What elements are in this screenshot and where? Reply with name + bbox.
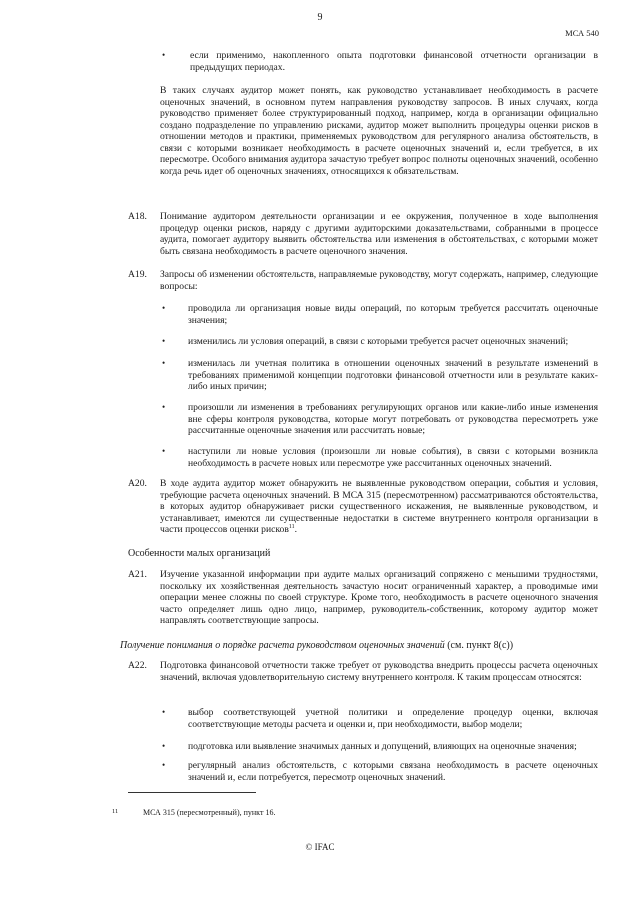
footnote-divider: [128, 792, 256, 793]
footnote-11: МСА 315 (пересмотренный), пункт 16.: [143, 808, 276, 817]
bullet-icon: •: [162, 741, 166, 751]
a19-bullet-4: произошли ли изменения в требованиях регулирующих органов или какие-либо иные изменения вне сферы контроля руководства, которые могут потребовать от руководства пересмотреть уже рассчитанные оценочные значения или рассчитать новые;: [188, 402, 598, 436]
bullet-icon: •: [162, 336, 166, 346]
footer-copyright: © IFAC: [305, 842, 335, 852]
paragraph-continuation: В таких случаях аудитор может понять, как руководство устанавливает необходимость в расчете оценочных значений, в основном путем направления руководству запросов. В иных случаях, когда руководство применяет более структурированный подход, например, когда в организации официально создано подразделение по управлению рисками, аудитор может выполнить процедуры оценки рисков в отношении методов и практики, применяемых руководством для регулярного анализа обстоятельств, в связи с которыми возникает необходимость в расчете оценочных значений и, если требуется, в их пересмотре. Особого внимания аудитора зачастую требует вопрос полноты оценочных значений, особенно когда речь идет об оценочных значениях, относящихся к обязательствам.: [160, 85, 598, 177]
paragraph-a22: Подготовка финансовой отчетности также требует от руководства внедрить процессы расчета оценочных значений, включая удовлетворительную систему внутреннего контроля. К таким процессам относятся:: [160, 660, 598, 683]
para-number-a22: А22.: [128, 660, 147, 671]
a22-bullet-1: выбор соответствующей учетной политики и определение процедур оценки, включая соответствующие методы расчета и оценки и, при необходимости, выбор модели;: [188, 707, 598, 730]
para-number-a21: А21.: [128, 569, 147, 580]
para-number-a20: А20.: [128, 478, 147, 489]
bullet-icon: •: [162, 760, 166, 770]
footnote-number: 11: [112, 808, 119, 815]
a19-bullet-1: проводила ли организация новые виды операций, по которым требуется рассчитать оценочные значения;: [188, 303, 598, 326]
a22-bullet-2: подготовка или выявление значимых данных и допущений, влияющих на оценочные значения;: [188, 741, 577, 752]
a19-bullet-3: изменилась ли учетная политика в отношении оценочных значений в результате изменений в требованиях применимой концепции подготовки финансовой отчетности или в результате каких-либо иных причин;: [188, 358, 598, 392]
paragraph-a19: Запросы об изменении обстоятельств, направляемые руководству, могут содержать, например, следующие вопросы:: [160, 269, 598, 292]
a22-bullet-3: регулярный анализ обстоятельств, с которыми связана необходимость в расчете оценочных значений и, если потребуется, пересмотр оценочных значений.: [188, 760, 598, 783]
bullet-prev-periods: если применимо, накопленного опыта подготовки финансовой отчетности организации в предыдущих периодах.: [190, 50, 598, 73]
footnote-ref-11: 11: [288, 523, 295, 530]
paragraph-a20: В ходе аудита аудитор может обнаружить не выявленные руководством операции, события и условия, требующие расчета оценочных значений. В МСА 315 (пересмотренном) рассматриваются обстоятельства, в которых аудитор обнаруживает риски существенного искажения, не выявленные руководством, и устанавливает, имеются ли существенные недостатки в системе внутреннего контроля организации в части процессов оценки рисков$^{11}$.: [160, 478, 598, 535]
para-number-a18: А18.: [128, 211, 147, 222]
page-number: 9: [317, 12, 323, 23]
bullet-icon: •: [162, 303, 166, 313]
bullet-icon: •: [162, 446, 166, 456]
heading-small-entities: Особенности малых организаций: [128, 548, 271, 559]
bullet-icon: •: [162, 707, 166, 717]
document-id: МСА 540: [565, 28, 599, 38]
bullet-icon: •: [162, 402, 166, 412]
paragraph-a18: Понимание аудитором деятельности организации и ее окружения, полученное в ходе выполнения процедур оценки рисков, наряду с другими аудиторскими доказательствами, собранными в процессе аудита, помогает аудитору выявить обстоятельства или изменения в обстоятельствах, с которыми может быть связана необходимость в расчете оценочного значения.: [160, 211, 598, 257]
bullet-icon: •: [162, 358, 166, 368]
para-number-a19: А19.: [128, 269, 147, 280]
a19-bullet-2: изменились ли условия операций, в связи с которыми требуется расчет оценочных значений;: [188, 336, 569, 347]
paragraph-a21: Изучение указанной информации при аудите малых организаций сопряжено с меньшими трудностями, поскольку их хозяйственная деятельность зачастую носит ограниченный характер, а проводимые ими операции менее сложны по своей структуре. Кроме того, необходимость в расчете оценочного значения часто определяет лишь одно лицо, например, руководитель-собственник, которому аудитор может направлять соответствующие запросы.: [160, 569, 598, 626]
bullet-icon: •: [162, 50, 166, 60]
heading-management-process: Получение понимания о порядке расчета руководством оценочных значений (см. пункт 8(c)): [120, 640, 514, 651]
a19-bullet-5: наступили ли новые условия (произошли ли новые события), в связи с которыми возникла необходимость в расчете новых или пересмотре уже рассчитанных оценочных значений.: [188, 446, 598, 469]
